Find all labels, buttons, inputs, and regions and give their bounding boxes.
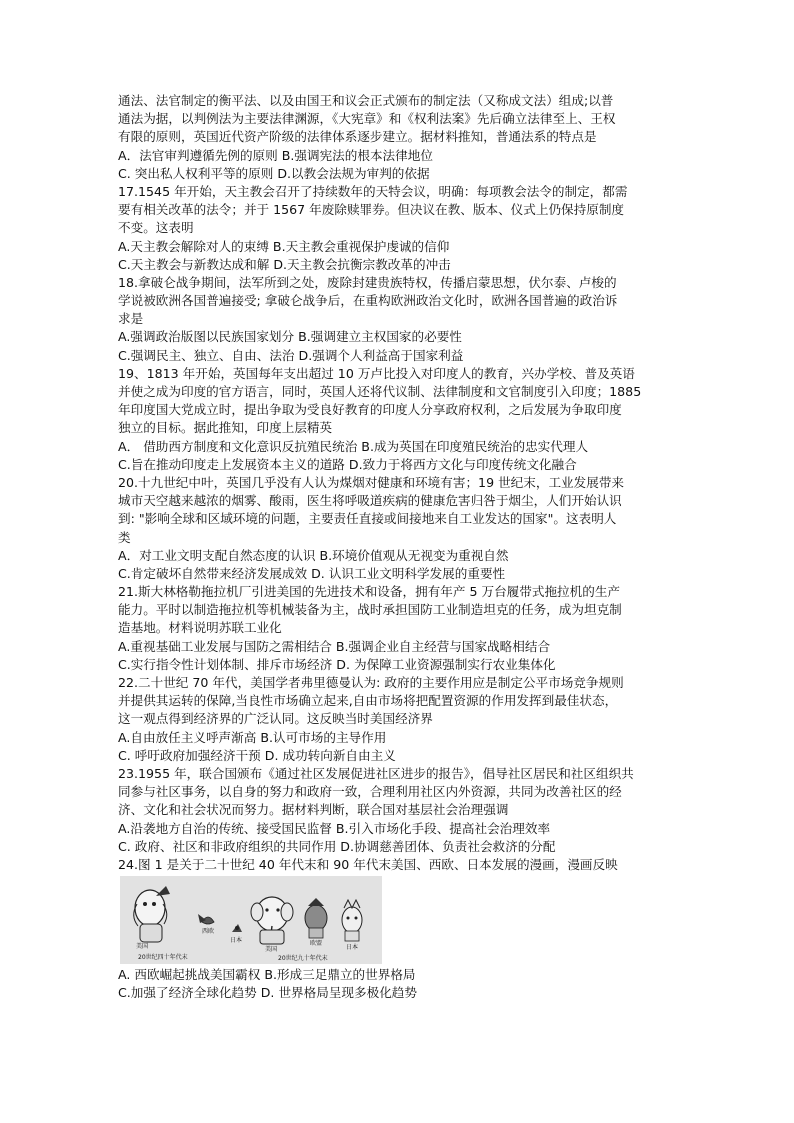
text-line: C. 政府、社区和非政府组织的共同作用 D.协调慈善团体、负责社会救济的分配 xyxy=(118,838,556,854)
cartoon-label-usa-right: 美国 xyxy=(265,946,278,954)
text-line: 并使之成为印度的官方语言，同时，英国人还将代议制、法律制度和文官制度引入印度；1885 xyxy=(118,384,642,399)
answer-options-block xyxy=(118,966,686,1002)
text-line: 通法、法官制定的衡平法、以及由国王和议会正式颁布的制定法（又称成文法）组成;以普 xyxy=(118,93,614,108)
cartoon-label-period-right: 20世纪九十年代末 xyxy=(278,955,328,963)
cartoon-label-japan-right: 日本 xyxy=(346,944,359,952)
text-line: 18.拿破仑战争期间，法军所到之处，废除封建贵族特权，传播启蒙思想，伏尔泰、卢梭的 xyxy=(118,274,617,290)
cartoon-drawing xyxy=(120,876,382,964)
cartoon-image xyxy=(120,876,382,964)
text-line: C.旨在推动印度走上发展资本主义的道路 D.致力于将西方文化与印度传统文化融合 xyxy=(118,456,577,472)
text-line: 造基地。材料说明苏联工业化 xyxy=(118,620,282,636)
text-line: C. 呼吁政府加强经济干预 D. 成功转向新自由主义 xyxy=(118,747,396,763)
cartoon-label-eu-right: 欧盟 xyxy=(310,940,323,948)
text-line: 不变。这表明 xyxy=(118,220,194,236)
text-line: 要有相关改革的法令；并于 1567 年废除赎罪券。但决议在教、版本、仪式上仍保持原制度 xyxy=(118,202,625,218)
text-line: 20.十九世纪中叶，英国几乎没有人认为煤烟对健康和环境有害；19 世纪末，工业发展带来 xyxy=(118,474,625,490)
text-line: 21.斯大林格勒拖拉机厂引进美国的先进技术和设备，拥有年产 5 万台履带式拖拉机的生产 xyxy=(118,584,621,600)
text-line: 到: "影响全球和区域环境的问题，主要责任直接或间接地来自工业发达的国家"。这表明人 xyxy=(118,511,617,527)
cartoon-label-period-left: 20世纪四十年代末 xyxy=(138,954,188,962)
text-line: 有限的原则，英国近代资产阶级的法律体系逐步建立。据材料推知，普通法系的特点是 xyxy=(118,129,597,145)
text-line: 19、1813 年开始，英国每年支出超过 10 万卢比投入对印度人的教育，兴办学校、普及英语 xyxy=(118,365,635,381)
cartoon-label-usa-left: 美国 xyxy=(136,943,149,951)
text-line: A.沿袭地方自治的传统、接受国民监督 B.引入市场化手段、提高社会治理效率 xyxy=(118,820,551,836)
text-line: A.强调政治版图以民族国家划分 B.强调建立主权国家的必要性 xyxy=(118,329,462,345)
text-line: C.加强了经济全球化趋势 D. 世界格局呈现多极化趋势 xyxy=(118,985,417,1001)
text-line: 求是 xyxy=(118,311,144,327)
text-line: 学说被欧洲各国普遍接受; 拿破仑战争后，在重构欧洲政治文化时，欧洲各国普遍的政治诉 xyxy=(118,293,618,309)
text-line: C.天主教会与新教达成和解 D.天主教会抗衡宗教改革的冲击 xyxy=(118,256,451,272)
text-line: C.实行指令性计划体制、排斥市场经济 D. 为保障工业资源强制实行农业集体化 xyxy=(118,656,556,672)
text-line: A.重视基础工业发展与国防之需相结合 B.强调企业自主经营与国家战略相结合 xyxy=(118,638,551,654)
text-line: 并提供其运转的保障,当良性市场确立起来,自由市场将把配置资源的作用发挥到最佳状态， xyxy=(118,693,618,709)
cartoon-label-japan-left: 日本 xyxy=(230,937,243,945)
text-line: 22.二十世纪 70 年代，美国学者弗里德曼认为: 政府的主要作用应是制定公平市场竞争规则 xyxy=(118,675,624,690)
text-line: A．法官审判遵循先例的原则 B.强调宪法的根本法律地位 xyxy=(118,147,433,163)
text-line: C. 突出私人权利平等的原则 D.以教会法规为审判的依据 xyxy=(118,165,430,181)
text-line: 独立的目标。据此推知，印度上层精英 xyxy=(118,420,333,436)
question-text-block xyxy=(118,92,686,874)
text-line: 通法为据，以判例法为主要法律渊源，《大宪章》和《权利法案》先后确立法律至上、王权 xyxy=(118,111,616,127)
text-line: 同参与社区事务，以自身的努力和政府一致，合理利用社区内外资源，共同为改善社区的经 xyxy=(118,784,622,800)
exam-page xyxy=(118,92,686,1002)
text-line: A．对工业文明支配自然态度的认识 B.环境价值观从无视变为重视自然 xyxy=(118,547,509,563)
text-line: A.自由放任主义呼声渐高 B.认可市场的主导作用 xyxy=(118,729,387,745)
text-line: 17.1545 年开始，天主教会召开了持续数年的天特会议，明确：每项教会法令的制定，都需 xyxy=(118,183,628,199)
text-line: A.天主教会解除对人的束缚 B.天主教会重视保护虔诚的信仰 xyxy=(118,238,450,254)
text-line: 类 xyxy=(118,529,131,545)
text-line: 这一观点得到经济界的广泛认同。这反映当时美国经济界 xyxy=(118,711,433,727)
text-line: 年印度国大党成立时，提出争取为受良好教育的印度人分享政府权利，之后发展为争取印度 xyxy=(118,402,622,418)
text-line: C.强调民主、独立、自由、法治 D.强调个人利益高于国家利益 xyxy=(118,347,464,363)
text-line: 24.图 1 是关于二十世纪 40 年代末和 90 年代末美国、西欧、日本发展的漫画，漫画反映 xyxy=(118,856,618,872)
text-line: 能力。平时以制造拖拉机等机械装备为主，战时承担国防工业制造坦克的任务，成为坦克制 xyxy=(118,602,622,618)
text-line: C.肯定破坏自然带来经济发展成效 D. 认识工业文明科学发展的重要性 xyxy=(118,565,506,581)
text-line: A. 西欧崛起挑战美国霸权 B.形成三足鼎立的世界格局 xyxy=(118,967,416,983)
text-line: A． 借助西方制度和文化意识反抗殖民统治 B.成为英国在印度殖民统治的忠实代理人 xyxy=(118,438,589,454)
text-line: 城市天空越来越浓的烟雾、酸雨，医生将呼吸道疾病的健康危害归咎于烟尘，人们开始认识 xyxy=(118,493,622,509)
cartoon-label-weu-left: 西欧 xyxy=(202,928,215,936)
text-line: 23.1955 年，联合国颁布《通过社区发展促进社区进步的报告》，倡导社区居民和社区组织共 xyxy=(118,765,634,781)
text-line: 济、文化和社会状况而努力。据材料判断，联合国对基层社会治理强调 xyxy=(118,802,509,818)
